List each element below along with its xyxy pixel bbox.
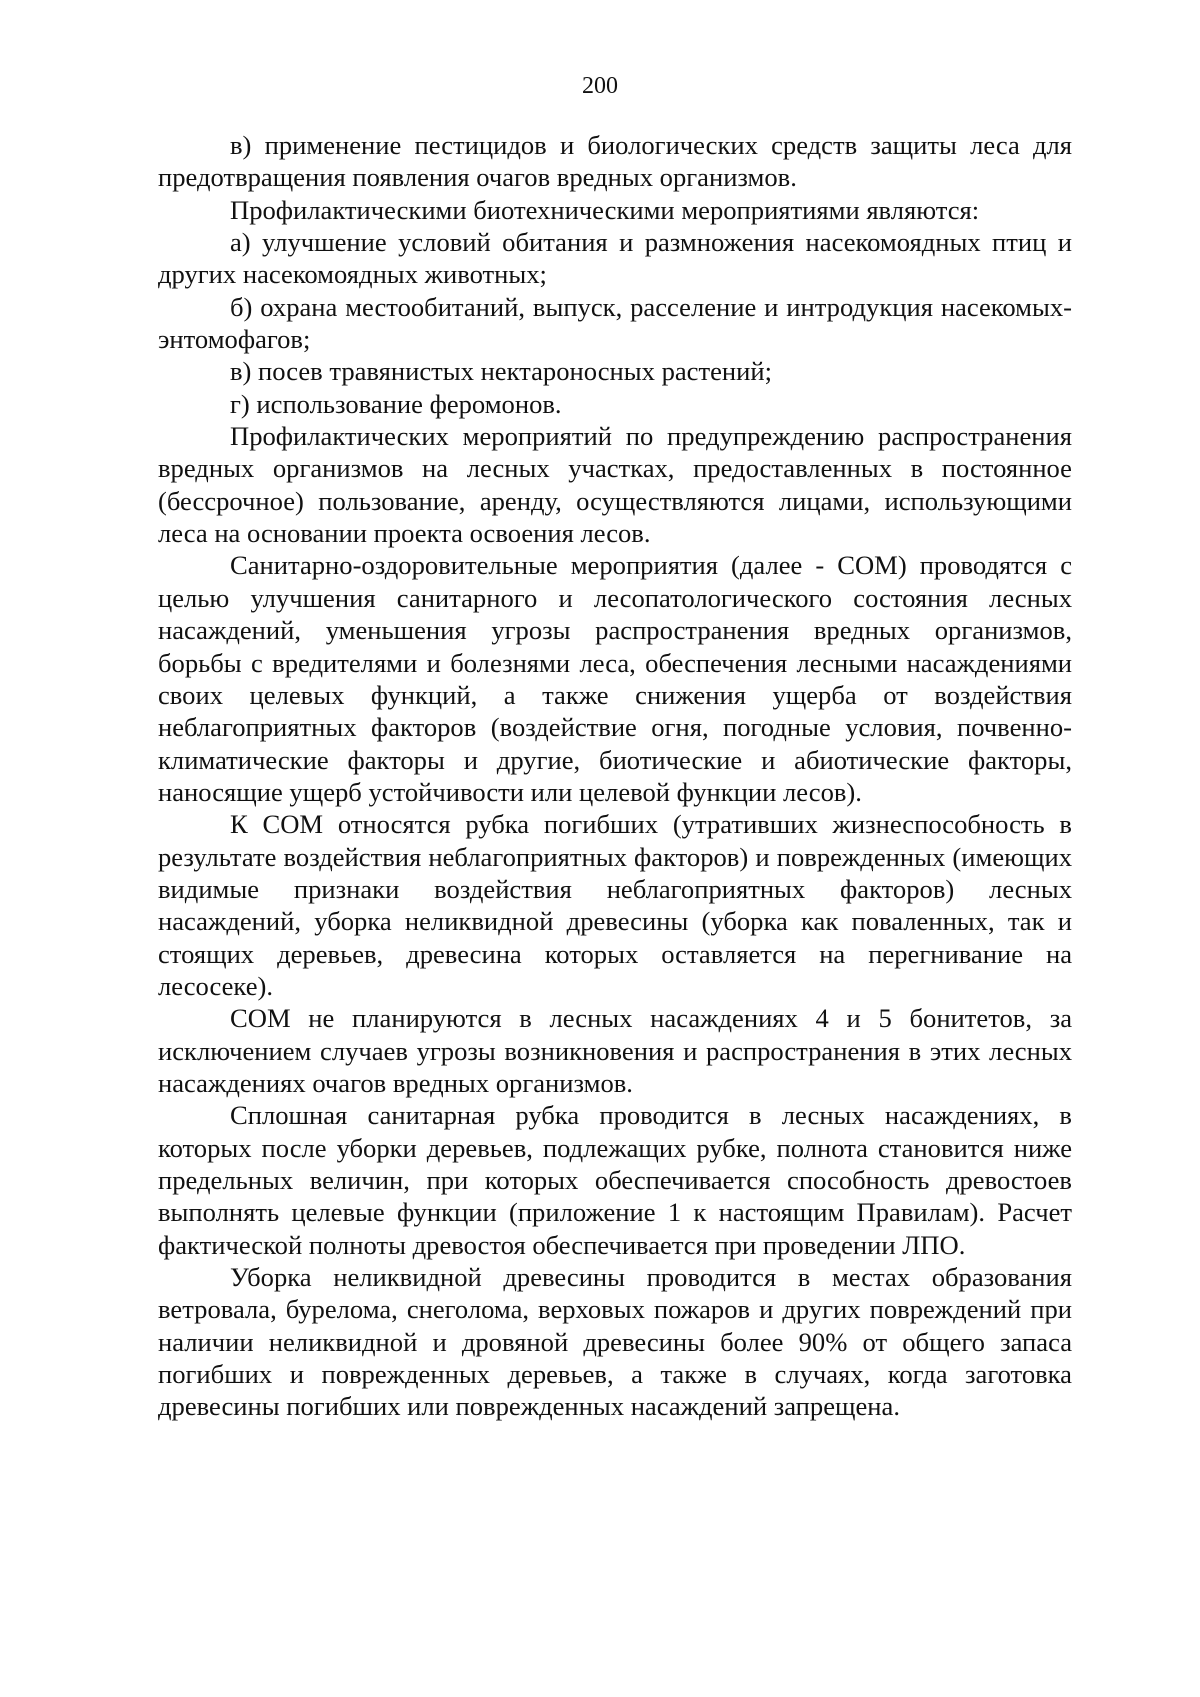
paragraph-som-not-planned: СОМ не планируются в лесных насаждениях 4 и 5 бонитетов, за исключением случаев угрозы возникновения и распространения в этих лесных насаждениях очагов вредных организмов. bbox=[158, 1003, 1072, 1098]
paragraph-som-includes: К СОМ относятся рубка погибших (утративших жизнеспособность в результате воздействия неблагоприятных факторов) и поврежденных (имеющих видимые признаки воздействия неблагоприятных факторов) лесных насаждений, уборка неликвидной древесины (уборка как поваленных, так и стоящих деревьев, древесина которых оставляется на перегнивание на лесосеке). bbox=[158, 809, 1072, 1001]
paragraph-entomophages: б) охрана местообитаний, выпуск, расселение и интродукция насекомых-энтомофагов; bbox=[158, 291, 1072, 355]
paragraph-nectar-plants: в) посев травянистых нектароносных растений; bbox=[230, 356, 772, 387]
paragraph-pesticides: в) применение пестицидов и биологических средств защиты леса для предотвращения появления очагов вредных организмов. bbox=[158, 130, 1072, 193]
paragraph-biotechnical-intro: Профилактическими биотехническими мероприятиями являются: bbox=[230, 194, 980, 225]
paragraph-preventive-measures: Профилактических мероприятий по предупреждению распространения вредных организмов на лесных участках, предоставленных в постоянное (бессрочное) пользование, аренду, осуществляются лицами, использующими леса на основании проекта освоения лесов. bbox=[158, 421, 1072, 549]
paragraph-clear-sanitary-felling: Сплошная санитарная рубка проводится в лесных насаждениях, в которых после уборки деревьев, подлежащих рубке, полнота становится ниже предельных величин, при которых обеспечивается способность древостоев выполнять целевые функции (приложение 1 к настоящим Правилам). Расчет фактической полноты древостоя обеспечивается при проведении ЛПО. bbox=[158, 1100, 1072, 1260]
page-number: 200 bbox=[582, 73, 618, 99]
paragraph-som-definition: Санитарно-оздоровительные мероприятия (далее - СОМ) проводятся с целью улучшения санитарного и лесопатологического состояния лесных насаждений, уменьшения угрозы распространения вредных организмов, борьбы с вредителями и болезнями леса, обеспечения лесными насаждениями своих целевых функций, а также снижения ущерба от воздействия неблагоприятных факторов (воздействие огня, погодные условия, почвенно-климатические факторы и другие, биотические и абиотические факторы, наносящие ущерб устойчивости или целевой функции лесов). bbox=[158, 550, 1072, 807]
paragraph-birds-habitat: а) улучшение условий обитания и размножения насекомоядных птиц и других насекомоядных животных; bbox=[158, 227, 1072, 290]
paragraph-pheromones: г) использование феромонов. bbox=[230, 388, 562, 419]
paragraph-illiquid-wood-removal: Уборка неликвидной древесины проводится в местах образования ветровала, бурелома, снеголома, верховых пожаров и других повреждений при наличии неликвидной и дровяной древесины более 90% от общего запаса погибших и поврежденных деревьев, а также в случаях, когда заготовка древесины погибших или поврежденных насаждений запрещена. bbox=[158, 1262, 1072, 1422]
document-body bbox=[158, 129, 1072, 1423]
